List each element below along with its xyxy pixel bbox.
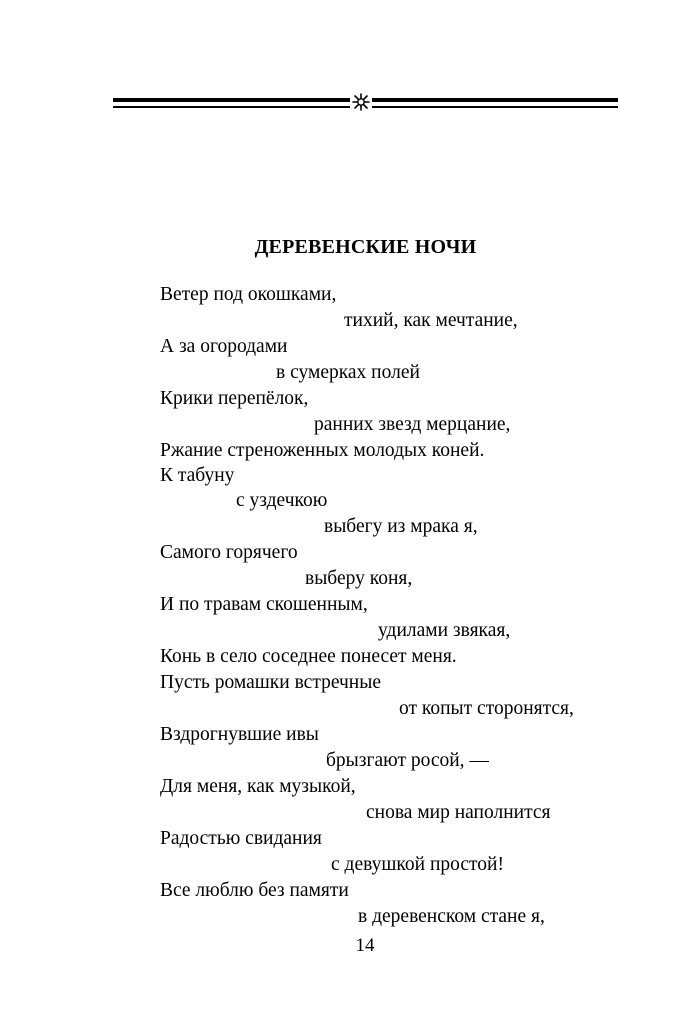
poem-line: И по травам скошенным, [160, 594, 368, 615]
poem-title: ДЕРЕВЕНСКИЕ НОЧИ [254, 236, 477, 258]
star-ornament-icon [350, 92, 372, 112]
poem-line: Крики перепёлок, [160, 388, 309, 409]
poem-line: с девушкой простой! [331, 854, 504, 875]
poem-line: выберу коня, [305, 568, 413, 589]
poem-line: с уздечкою [236, 490, 328, 511]
poem-line: Самого горячего [160, 542, 298, 563]
page-number: 14 [355, 935, 375, 956]
poem-line: выбегу из мрака я, [324, 516, 478, 537]
poem-line: Для меня, как музыкой, [160, 776, 356, 797]
poem-line: в сумерках полей [276, 362, 420, 383]
poem-line: Ветер под окошками, [160, 284, 337, 305]
poem-line: Все люблю без памяти [160, 880, 349, 901]
poem-line: снова мир наполнится [366, 802, 551, 823]
poem-line: брызгают росой, — [326, 750, 489, 771]
poem-line: А за огородами [160, 336, 288, 357]
poem-line: тихий, как мечтание, [344, 310, 518, 331]
poem-line: Конь в село соседнее понесет меня. [160, 646, 457, 667]
poem-line: от копыт сторонятся, [399, 698, 574, 719]
poem-line: Ржание стреноженных молодых коней. [160, 440, 485, 461]
poem-line: К табуну [160, 465, 235, 486]
poem-line: ранних звезд мерцание, [314, 414, 511, 435]
poem-line: Радостью свидания [160, 828, 322, 849]
poem-line: в деревенском стане я, [358, 906, 545, 927]
poem-line: удилами звякая, [378, 620, 511, 641]
poem-line: Пусть ромашки встречные [160, 672, 381, 693]
poem-line: Вздрогнувшие ивы [160, 724, 319, 745]
